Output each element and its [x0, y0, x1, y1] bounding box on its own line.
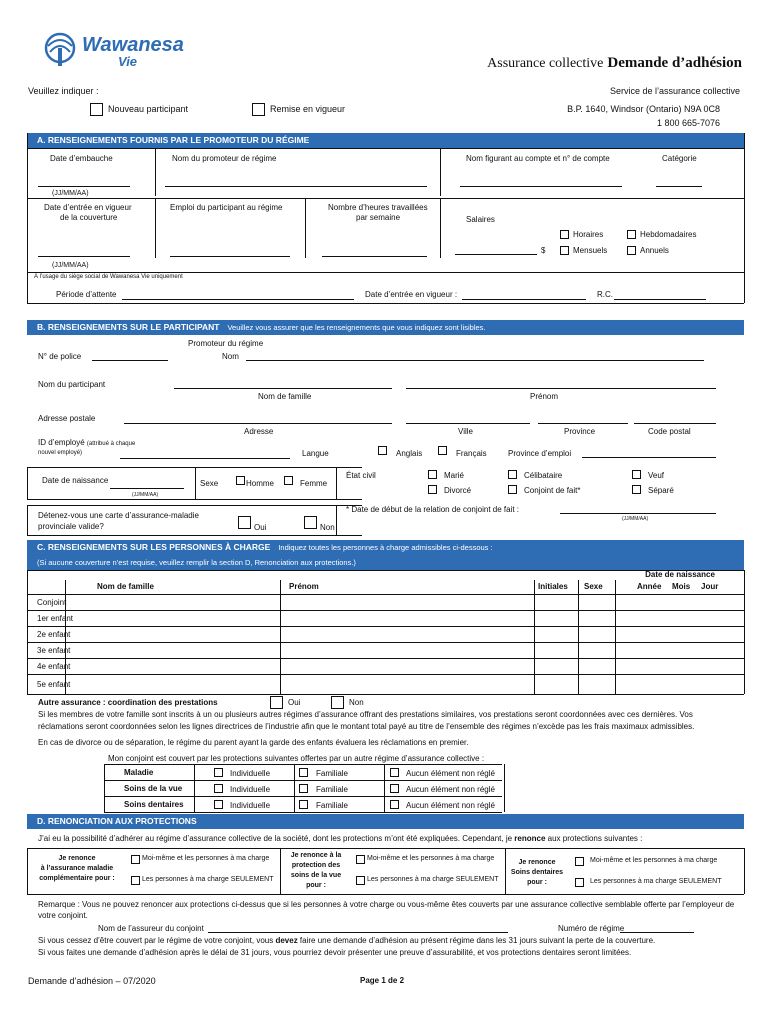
- veuf-label: Veuf: [648, 471, 665, 480]
- logo: [40, 32, 184, 72]
- vue-familiale-checkbox[interactable]: [299, 784, 308, 793]
- mensuels-checkbox[interactable]: [560, 246, 569, 255]
- jjmmaa-b: (JJ/MM/AA): [132, 492, 159, 498]
- dollar-sign: $: [541, 246, 546, 255]
- dentaires-individuelle-label: Individuelle: [230, 801, 271, 810]
- no-police-field[interactable]: [92, 360, 168, 361]
- date-embauche-field[interactable]: [38, 186, 130, 187]
- col-date-naissance: Date de naissance: [645, 570, 715, 579]
- vue-familiale-label: Familiale: [316, 785, 349, 794]
- page-title: [430, 54, 742, 72]
- row-enfant-5: 5e enfant: [37, 680, 71, 689]
- col2-l4: pour :: [306, 882, 326, 889]
- vue-aucun-checkbox[interactable]: [390, 784, 399, 793]
- nom-promoteur-label: Nom du promoteur de régime: [172, 154, 277, 163]
- coverage-table: [104, 764, 502, 812]
- id-employe-label: ID d’employé (attribué à chaque: [38, 438, 136, 447]
- date-embauche-label: Date d’embauche: [50, 154, 113, 163]
- prenom-field[interactable]: [406, 388, 716, 389]
- nom-assureur-label: Nom de l’assureur du conjoint: [98, 924, 204, 933]
- date-debut-label: * Date de début de la relation de conjoint de fait :: [346, 505, 520, 514]
- nom-famille-field[interactable]: [174, 388, 392, 389]
- heures-field[interactable]: [322, 256, 427, 257]
- dentaires-moi-meme-label: Moi-même et les personnes à ma charge: [590, 857, 718, 864]
- col-prenom: Prénom: [289, 582, 319, 591]
- col3-l1: Je renonce: [518, 859, 556, 866]
- col1-l1: Je renonce: [58, 855, 96, 862]
- remarque: Remarque : Vous ne pouvez renoncer aux protections ci-dessus que si les personnes à votre charge ou vous-même êtes couverts par une assurance collective semblable offerte par l’employeur de votre conjoint.: [38, 900, 735, 920]
- col1-l2: à l’assurance maladie: [40, 865, 114, 872]
- date-entree-label-1: Date d’entrée en vigueur: [44, 203, 132, 212]
- col-annee: Année: [637, 582, 662, 591]
- adresse-caption: Adresse: [244, 427, 274, 436]
- annuels-checkbox[interactable]: [627, 246, 636, 255]
- nouveau-participant-checkbox[interactable]: [90, 103, 103, 116]
- dentaires-personnes-label: Les personnes à ma charge SEULEMENT: [590, 878, 722, 885]
- maladie-aucun-checkbox[interactable]: [390, 768, 399, 777]
- usage-siege-note: À l’usage du siège social de Wawanesa Vie uniquement: [34, 274, 183, 280]
- celibataire-label: Célibataire: [524, 471, 563, 480]
- nom-promoteur-b-label: Nom: [222, 352, 239, 361]
- annuels-label: Annuels: [640, 246, 669, 255]
- province-caption: Province: [564, 427, 596, 436]
- renonciation-intro: J’ai eu la possibilité d’adhérer au régime d’assurance collective de la société, dont les protections m’ont été expliquées. Cependant, je renonce aux protections suivantes :: [38, 834, 643, 843]
- province-emploi-label: Province d’emploi: [508, 449, 572, 458]
- vue-moi-meme-checkbox[interactable]: [356, 855, 365, 864]
- col1-l3: complémentaire pour :: [39, 875, 115, 882]
- hebdomadaires-checkbox[interactable]: [627, 230, 636, 239]
- maladie-personnes-checkbox[interactable]: [131, 876, 140, 885]
- service-label: Service de l’assurance collective: [609, 86, 740, 96]
- ville-field[interactable]: [406, 423, 530, 424]
- section-c-subnote: (Si aucune couverture n’est requise, veuillez remplir la section D, Renonciation aux protections.): [27, 555, 744, 570]
- separe-label: Séparé: [648, 486, 674, 495]
- emploi-label: Emploi du participant au régime: [170, 203, 283, 212]
- no-police-label: N° de police: [38, 352, 82, 361]
- carte-non-checkbox[interactable]: [304, 516, 317, 529]
- veuillez-indiquer: Veuillez indiquer :: [28, 86, 99, 96]
- vue-individuelle-label: Individuelle: [230, 785, 271, 794]
- col3-l2: Soins dentaires: [510, 869, 564, 876]
- renonciation-table: [27, 848, 744, 894]
- femme-checkbox[interactable]: [284, 476, 293, 485]
- vue-personnes-checkbox[interactable]: [356, 876, 365, 885]
- row-enfant-1: 1er enfant: [37, 614, 74, 623]
- jjmmaa-2: (JJ/MM/AA): [52, 262, 89, 269]
- section-c-header: C. RENSEIGNEMENTS SUR LES PERSONNES À CHARGE Indiquez toutes les personnes à charge admissibles ci-dessous :: [27, 540, 744, 555]
- heures-label-2: par semaine: [356, 213, 401, 222]
- logo-sub: Vie: [118, 54, 138, 69]
- id-employe-field[interactable]: [120, 458, 290, 459]
- coverage-maladie: Maladie: [124, 768, 154, 777]
- autre-assurance-oui-checkbox[interactable]: [270, 696, 283, 709]
- nom-compte-label: Nom figurant au compte et n° de compte: [466, 154, 610, 163]
- section-a-header: A. RENSEIGNEMENTS FOURNIS PAR LE PROMOTEUR DU RÉGIME: [27, 133, 744, 148]
- remise-en-vigueur-label: Remise en vigueur: [270, 104, 346, 114]
- code-postal-field[interactable]: [634, 423, 716, 424]
- hebdomadaires-label: Hebdomadaires: [640, 230, 697, 239]
- horaires-label: Horaires: [573, 230, 604, 239]
- prenom-caption: Prénom: [530, 392, 559, 401]
- row-enfant-2: 2e enfant: [37, 630, 71, 639]
- langue-label: Langue: [302, 449, 329, 458]
- salaire-field[interactable]: [455, 254, 537, 255]
- dentaires-personnes-checkbox[interactable]: [575, 878, 584, 887]
- code-postal-caption: Code postal: [648, 427, 691, 436]
- categorie-label: Catégorie: [662, 154, 697, 163]
- ville-caption: Ville: [458, 427, 473, 436]
- dentaires-aucun-checkbox[interactable]: [390, 800, 399, 809]
- wawanesa-logo-icon: [40, 32, 80, 68]
- coverage-dentaires: Soins dentaires: [124, 800, 184, 809]
- francais-label: Français: [456, 449, 487, 458]
- vue-aucun-label: Aucun élément non réglé: [406, 785, 495, 794]
- autre-assurance-non-checkbox[interactable]: [331, 696, 344, 709]
- periode-attente-field[interactable]: [122, 299, 354, 300]
- numero-regime-label: Numéro de régime: [558, 924, 625, 933]
- date-naissance-label: Date de naissance: [42, 476, 109, 485]
- form-id: Demande d’adhésion – 07/2020: [28, 976, 156, 986]
- col2-l1: Je renonce à la: [290, 852, 342, 859]
- heures-label-1: Nombre d’heures travaillées: [328, 203, 428, 212]
- categorie-field[interactable]: [656, 186, 702, 187]
- date-debut-field[interactable]: [560, 513, 716, 514]
- dentaires-familiale-label: Familiale: [316, 801, 349, 810]
- service-address: B.P. 1640, Windsor (Ontario) N9A 0C8: [567, 104, 720, 114]
- coverage-vue: Soins de la vue: [124, 784, 183, 793]
- col-jour: Jour: [701, 582, 719, 591]
- row-enfant-3: 3e enfant: [37, 646, 71, 655]
- carte-oui-label: Oui: [254, 523, 267, 532]
- maladie-individuelle-label: Individuelle: [230, 769, 271, 778]
- delai-paragraph-2: Si vous faites une demande d’adhésion après le délai de 31 jours, vous pourriez devoir présenter une preuve d’assurabilité, et vos protections dentaires seront limitées.: [38, 948, 632, 957]
- maladie-personnes-label: Les personnes à ma charge SEULEMENT: [142, 876, 274, 883]
- maladie-individuelle-checkbox[interactable]: [214, 768, 223, 777]
- maladie-moi-meme-label: Moi-même et les personnes à ma charge: [142, 855, 270, 862]
- nom-promoteur-b-field[interactable]: [246, 360, 704, 361]
- row-enfant-4: 4e enfant: [37, 662, 71, 671]
- date-entree-label-2: de la couverture: [60, 213, 118, 222]
- vue-moi-meme-label: Moi-même et les personnes à ma charge: [367, 855, 495, 862]
- conjoint-fait-label: Conjoint de fait*: [524, 486, 581, 495]
- numero-regime-field[interactable]: [620, 932, 694, 933]
- femme-label: Femme: [300, 479, 328, 488]
- nom-promoteur-field[interactable]: [165, 186, 427, 187]
- col-initiales: Initiales: [538, 582, 568, 591]
- autre-assurance-label: Autre assurance : coordination des prestations: [38, 698, 218, 707]
- vue-individuelle-checkbox[interactable]: [214, 784, 223, 793]
- province-field[interactable]: [538, 423, 628, 424]
- horaires-checkbox[interactable]: [560, 230, 569, 239]
- service-phone: 1 800 665-7076: [656, 118, 720, 128]
- nom-famille-caption: Nom de famille: [258, 392, 312, 401]
- promoteur-label: Promoteur du régime: [188, 339, 264, 348]
- page-number: Page 1 de 2: [360, 976, 405, 985]
- section-b-header: B. RENSEIGNEMENTS SUR LE PARTICIPANT Veuillez vous assurer que les renseignements que vous indiquez sont lisibles.: [27, 320, 744, 335]
- separe-checkbox[interactable]: [632, 485, 641, 494]
- col-sexe: Sexe: [584, 582, 603, 591]
- salaires-label: Salaires: [466, 215, 495, 224]
- homme-checkbox[interactable]: [236, 476, 245, 485]
- col-nom-famille: Nom de famille: [97, 582, 154, 591]
- dentaires-aucun-label: Aucun élément non réglé: [406, 801, 495, 810]
- emploi-field[interactable]: [170, 256, 290, 257]
- veuf-checkbox[interactable]: [632, 470, 641, 479]
- adresse-postale-label: Adresse postale: [38, 414, 96, 423]
- maladie-aucun-label: Aucun élément non réglé: [406, 769, 495, 778]
- jjmmaa-1: (JJ/MM/AA): [52, 190, 89, 197]
- carte-oui-checkbox[interactable]: [238, 516, 251, 529]
- date-entree-vigueur-field[interactable]: [462, 299, 586, 300]
- dentaires-moi-meme-checkbox[interactable]: [575, 857, 584, 866]
- col2-l2: protection des: [291, 862, 341, 869]
- conjoint-fait-checkbox[interactable]: [508, 485, 517, 494]
- col2-l3: soins de la vue: [290, 872, 342, 879]
- nom-assureur-field[interactable]: [208, 932, 508, 933]
- rc-label: R.C.: [597, 290, 613, 299]
- logo-brand: Wawanesa: [82, 34, 184, 56]
- celibataire-checkbox[interactable]: [508, 470, 517, 479]
- maladie-familiale-label: Familiale: [316, 769, 349, 778]
- province-emploi-field[interactable]: [582, 457, 716, 458]
- carte-label-1: Détenez-vous une carte d’assurance-maladie: [38, 511, 199, 520]
- date-naissance-field[interactable]: [110, 488, 184, 489]
- remise-en-vigueur-checkbox[interactable]: [252, 103, 265, 116]
- divorce-checkbox[interactable]: [428, 485, 437, 494]
- carte-label-2: provinciale valide?: [38, 522, 104, 531]
- date-entree-field[interactable]: [38, 256, 130, 257]
- id-note-2: nouvel employé): [38, 450, 83, 456]
- title-prefix: Assurance collective: [487, 56, 604, 71]
- anglais-checkbox[interactable]: [378, 446, 387, 455]
- delai-paragraph-1: Si vous cessez d’être couvert par le régime de votre conjoint, vous devez faire une demande d’adhésion au présent régime dans les 31 jours suivant la perte de la couverture.: [38, 936, 656, 945]
- vue-personnes-label: Les personnes à ma charge SEULEMENT: [367, 876, 499, 883]
- nom-participant-label: Nom du participant: [38, 380, 106, 389]
- divorce-label: Divorcé: [444, 486, 472, 495]
- autre-assurance-non-label: Non: [349, 698, 364, 707]
- maladie-moi-meme-checkbox[interactable]: [131, 855, 140, 864]
- mensuels-label: Mensuels: [573, 246, 608, 255]
- adresse-field[interactable]: [124, 423, 392, 424]
- section-d-header: D. RENONCIATION AUX PROTECTIONS: [27, 814, 744, 829]
- etat-civil-label: État civil: [346, 471, 376, 480]
- jjmmaa-3: (JJ/MM/AA): [622, 516, 649, 522]
- francais-checkbox[interactable]: [438, 446, 447, 455]
- maladie-familiale-checkbox[interactable]: [299, 768, 308, 777]
- date-entree-vigueur-label: Date d’entrée en vigueur :: [365, 290, 458, 299]
- dentaires-familiale-checkbox[interactable]: [299, 800, 308, 809]
- nouveau-participant-label: Nouveau participant: [108, 104, 189, 114]
- periode-attente-label: Période d’attente: [56, 290, 117, 299]
- homme-label: Homme: [246, 479, 275, 488]
- rc-field[interactable]: [614, 299, 706, 300]
- title-main: Demande d’adhésion: [607, 55, 742, 71]
- dentaires-individuelle-checkbox[interactable]: [214, 800, 223, 809]
- col-mois: Mois: [672, 582, 691, 591]
- marie-checkbox[interactable]: [428, 470, 437, 479]
- marie-label: Marié: [444, 471, 465, 480]
- autre-assurance-oui-label: Oui: [288, 698, 301, 707]
- divorce-paragraph: En cas de divorce ou de séparation, le régime du parent ayant la garde des enfants évaluera les réclamations en premier.: [38, 738, 469, 747]
- sexe-label: Sexe: [200, 479, 219, 488]
- dependents-table: [27, 570, 744, 694]
- row-conjoint: Conjoint: [37, 598, 67, 607]
- anglais-label: Anglais: [396, 449, 423, 458]
- mon-conjoint-label: Mon conjoint est couvert par les protections suivantes offertes par un autre régime d’assurance collective :: [108, 754, 485, 763]
- carte-non-label: Non: [320, 523, 335, 532]
- nom-compte-field[interactable]: [460, 186, 622, 187]
- col3-l3: pour :: [527, 879, 547, 886]
- coordination-paragraph: Si les membres de votre famille sont inscrits à un ou plusieurs autres régimes d’assurance offrant des prestations similaires, vos prestations seront coordonnées avec ces dernières. Vos réclamations seront coordonnées selon les lignes directrices de l’industrie afin que le montant total payé au titre de l’ensemble des régimes n’excède pas les frais maximaux admissibles.: [38, 710, 695, 731]
